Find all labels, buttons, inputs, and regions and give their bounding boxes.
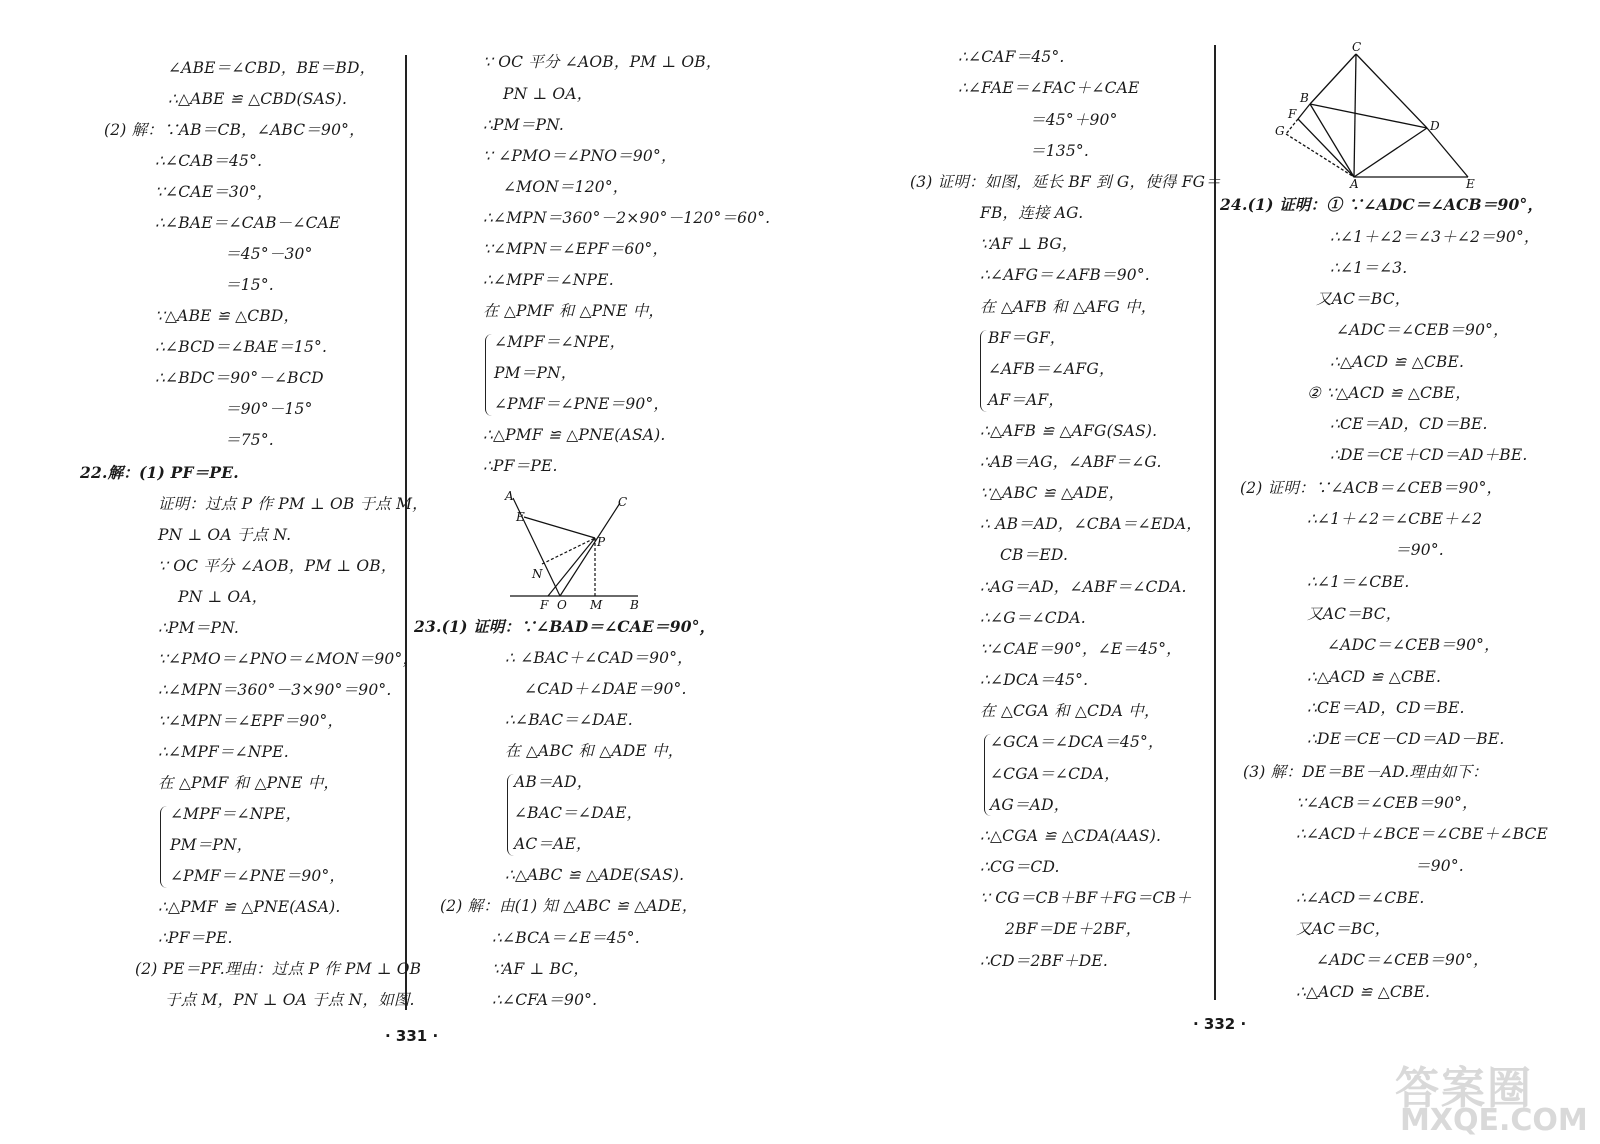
label-p: P [597, 535, 606, 549]
line-pe [524, 517, 595, 538]
text-line: ∴AG＝AD，∠ABF＝∠CDA. [980, 578, 1187, 596]
text-line: ∴AB＝AG，∠ABF＝∠G. [980, 453, 1162, 471]
label-f: F [540, 598, 549, 612]
text-line: ∴CE＝AD，CD＝BE. [1330, 415, 1488, 433]
text-line: ∠ABE＝∠CBD，BE＝BD， [168, 59, 376, 77]
text-line: ∵∠MPN＝∠EPF＝60°， [483, 240, 669, 258]
text-line: ∴∠1＋∠2＝∠CBE＋∠2 [1307, 510, 1483, 528]
text-line: ∴PF＝PE. [483, 457, 558, 475]
text-line: PM＝PN， [170, 836, 253, 854]
text-line: ∴ ∠BAC＋∠CAD＝90°， [505, 649, 693, 667]
text-line: PN ⊥ OA 于点 N. [158, 526, 292, 544]
text-line: ∴∠CAF＝45°. [958, 48, 1065, 66]
text-line: ∵∠ACB＝∠CEB＝90°， [1296, 794, 1478, 812]
line-cd [1356, 54, 1427, 128]
text-line: 在 △AFB 和 △AFG 中， [980, 298, 1157, 316]
text-line: ∴ AB＝AD，∠CBA＝∠EDA， [980, 515, 1202, 533]
text-line: (2) 解：∵AB＝CB，∠ABC＝90°， [104, 121, 365, 139]
page-number-left: · 331 · [385, 1027, 439, 1045]
label-b: B [630, 598, 639, 612]
label-e: E [516, 510, 525, 524]
line-bf [1298, 104, 1310, 119]
question-heading: 22.解：(1) PF＝PE. [80, 463, 239, 482]
text-line: ∴∠DCA＝45°. [980, 671, 1089, 689]
label-c: C [1352, 42, 1362, 54]
text-line: ∴∠MPF＝∠NPE. [158, 743, 289, 761]
text-line: AG＝AD， [990, 796, 1070, 814]
text-line: ∵ ∠PMO＝∠PNO＝90°， [483, 147, 677, 165]
text-line: ∴DE＝CE－CD＝AD－BE. [1307, 730, 1505, 748]
text-line: ∴∠BAE＝∠CAB－∠CAE [155, 214, 341, 232]
text-line: ∵ OC 平分 ∠AOB，PM ⊥ OB， [483, 53, 722, 71]
text-line: ∠CGA＝∠CDA， [990, 765, 1120, 783]
text-line: PN ⊥ OA， [503, 85, 593, 103]
line-pf [548, 538, 595, 596]
text-line: AC＝AE， [514, 835, 592, 853]
label-b: B [1300, 91, 1309, 105]
text-line: ∵△ABC ≌ △ADE， [980, 484, 1125, 502]
text-line: ∴∠MPN＝360°－3×90°＝90°. [158, 681, 392, 699]
text-line: ∴∠ACD＋∠BCE＝∠CBE＋∠BCE [1296, 825, 1549, 843]
text-line: CB＝ED. [1000, 546, 1069, 564]
label-d: D [1430, 119, 1440, 133]
text-line: ② ∵△ACD ≌ △CBE， [1307, 384, 1471, 402]
text-line: 在 △PMF 和 △PNE 中， [158, 774, 340, 792]
text-line: ＝15°. [225, 276, 274, 294]
text-line: ＝75°. [225, 431, 274, 449]
text-line: ∵ CG＝CB＋BF＋FG＝CB＋ [980, 889, 1192, 907]
system-brace [160, 806, 167, 888]
text-line: 在 △CGA 和 △CDA 中， [980, 702, 1160, 720]
line-ba [1310, 104, 1354, 177]
text-line: ＝90°. [1395, 541, 1444, 559]
text-line: ∴PF＝PE. [158, 929, 233, 947]
text-line: ∵△ABE ≌ △CBD， [155, 307, 300, 325]
text-line: 证明：过点 P 作 PM ⊥ OB 于点 M， [158, 495, 428, 513]
label-f: F [1288, 107, 1297, 121]
line-bd [1310, 104, 1427, 128]
line-de [1427, 128, 1468, 177]
system-brace [980, 330, 987, 412]
text-line: ∠PMF＝∠PNE＝90°， [170, 867, 346, 885]
question-heading: 23.(1) 证明：∵∠BAD＝∠CAE＝90°， [414, 617, 716, 636]
text-line: PN ⊥ OA， [178, 588, 268, 606]
text-line: BF＝GF， [988, 329, 1066, 347]
text-line: ∠MPF＝∠NPE， [494, 333, 626, 351]
text-line: AF＝AF， [988, 391, 1065, 409]
line-pn [542, 538, 595, 564]
text-line: ＝45°－30° [225, 245, 313, 263]
figure-triangles [1270, 42, 1510, 190]
label-m: M [590, 598, 603, 612]
text-line: 在 △ABC 和 △ADE 中， [505, 742, 684, 760]
text-line: ∴∠ACD＝∠CBE. [1296, 889, 1425, 907]
label-g: G [1275, 124, 1285, 138]
text-line: AB＝AD， [514, 773, 593, 791]
line-fg [1286, 119, 1298, 134]
text-line: ∴△ACD ≌ △CBE. [1330, 353, 1465, 371]
text-line: ∴∠G＝∠CDA. [980, 609, 1086, 627]
line-ca [1354, 54, 1356, 177]
text-line: (3) 证明：如图，延长 BF 到 G，使得 FG＝ [910, 173, 1221, 191]
text-line: ∠ADC＝∠CEB＝90°， [1316, 951, 1489, 969]
text-line: (2) PE＝PF.理由：过点 P 作 PM ⊥ OB [135, 960, 422, 978]
text-line: (2) 解：由(1) 知 △ABC ≌ △ADE， [440, 897, 698, 915]
text-line: ∴DE＝CE＋CD＝AD＋BE. [1330, 446, 1528, 464]
text-line: (2) 证明：∵∠ACB＝∠CEB＝90°， [1240, 479, 1503, 497]
text-line: ∵ OC 平分 ∠AOB，PM ⊥ OB， [158, 557, 397, 575]
text-line: ∴∠BCD＝∠BAE＝15°. [155, 338, 328, 356]
text-line: ∴△ABE ≌ △CBD(SAS). [168, 90, 348, 108]
text-line: ∴∠BCA＝∠E＝45°. [492, 929, 640, 947]
text-line: ∵AF ⊥ BG， [980, 235, 1078, 253]
text-line: ∴△ABC ≌ △ADE(SAS). [505, 866, 685, 884]
text-line: ∴CE＝AD，CD＝BE. [1307, 699, 1465, 717]
text-line: ＝45°＋90° [1030, 111, 1118, 129]
text-line: ∴△ACD ≌ △CBE. [1307, 668, 1442, 686]
watermark-url: MXQE.COM [1400, 1103, 1588, 1138]
system-brace [507, 774, 514, 856]
text-line: ∵∠PMO＝∠PNO＝∠MON＝90°， [158, 650, 419, 668]
label-e: E [1466, 177, 1475, 190]
text-line: ∵∠CAE＝30°， [155, 183, 273, 201]
text-line: 于点 M，PN ⊥ OA 于点 N，如图. [165, 991, 415, 1009]
line-ray-oc [560, 503, 620, 596]
text-line: ∴∠1＋∠2＝∠3＋∠2＝90°， [1330, 228, 1540, 246]
label-a: A [1350, 177, 1359, 190]
text-line: 又AC＝BC， [1316, 290, 1411, 308]
text-line: ∴CD＝2BF＋DE. [980, 952, 1109, 970]
question-heading: 24.(1) 证明：① ∵∠ADC＝∠ACB＝90°， [1220, 195, 1544, 214]
text-line: ∠AFB＝∠AFG， [988, 360, 1115, 378]
line-fa [1298, 119, 1354, 177]
text-line: ＝90°. [1415, 857, 1464, 875]
text-line: ∴∠MPF＝∠NPE. [483, 271, 614, 289]
system-brace [485, 334, 492, 416]
text-line: ∠MON＝120°， [503, 178, 629, 196]
text-line: ∵∠MPN＝∠EPF＝90°， [158, 712, 344, 730]
text-line: ＝90°－15° [225, 400, 313, 418]
text-line: ∴CG＝CD. [980, 858, 1060, 876]
text-line: FB，连接 AG. [980, 204, 1084, 222]
text-line: ∠GCA＝∠DCA＝45°， [990, 733, 1164, 751]
column-divider-left [405, 55, 407, 1010]
text-line: ∵AF ⊥ BC， [492, 960, 590, 978]
text-line: ∴△PMF ≌ △PNE(ASA). [483, 426, 666, 444]
label-n: N [532, 567, 543, 581]
label-c: C [618, 495, 628, 509]
text-line: 又AC＝BC， [1307, 605, 1402, 623]
label-o: O [557, 598, 567, 612]
text-line: ∴△CGA ≌ △CDA(AAS). [980, 827, 1162, 845]
watermark-logo: 答案圈 [1395, 1063, 1533, 1114]
text-line: ∴∠BDC＝90°－∠BCD [155, 369, 324, 387]
text-line: ∠PMF＝∠PNE＝90°， [494, 395, 670, 413]
text-line: (3) 解：DE＝BE－AD.理由如下： [1243, 763, 1488, 781]
text-line: ∴PM＝PN. [483, 116, 564, 134]
line-ga [1286, 134, 1354, 177]
line-cb [1310, 54, 1356, 104]
text-line: ∴△PMF ≌ △PNE(ASA). [158, 898, 341, 916]
figure-angle-bisector [500, 488, 650, 613]
text-line: ∴∠1＝∠CBE. [1307, 573, 1410, 591]
text-line: ∠ADC＝∠CEB＝90°， [1336, 321, 1509, 339]
text-line: ∠CAD＋∠DAE＝90°. [524, 680, 687, 698]
text-line: ∠MPF＝∠NPE， [170, 805, 302, 823]
text-line: ∴∠CAB＝45°. [155, 152, 263, 170]
text-line: ∴∠AFG＝∠AFB＝90°. [980, 266, 1150, 284]
page-number-right: · 332 · [1193, 1015, 1247, 1033]
text-line: ∴∠CFA＝90°. [492, 991, 598, 1009]
text-line: ∴△AFB ≌ △AFG(SAS). [980, 422, 1158, 440]
text-line: 2BF＝DE＋2BF， [1005, 920, 1142, 938]
label-a: A [505, 489, 514, 503]
line-ad [1354, 128, 1427, 177]
text-line: ∴∠BAC＝∠DAE. [505, 711, 633, 729]
text-line: ∴∠MPN＝360°－2×90°－120°＝60°. [483, 209, 771, 227]
text-line: 在 △PMF 和 △PNE 中， [483, 302, 665, 320]
text-line: ∠ADC＝∠CEB＝90°， [1327, 636, 1500, 654]
text-line: ∴∠FAE＝∠FAC＋∠CAE [958, 79, 1140, 97]
text-line: ∴△ACD ≌ △CBE. [1296, 983, 1431, 1001]
text-line: ∠BAC＝∠DAE， [514, 804, 643, 822]
text-line: ∴∠1＝∠3. [1330, 259, 1408, 277]
text-line: ∵∠CAE＝90°，∠E＝45°， [980, 640, 1182, 658]
text-line: PM＝PN， [494, 364, 577, 382]
text-line: ∴PM＝PN. [158, 619, 239, 637]
text-line: ＝135°. [1030, 142, 1089, 160]
text-line: 又AC＝BC， [1296, 920, 1391, 938]
